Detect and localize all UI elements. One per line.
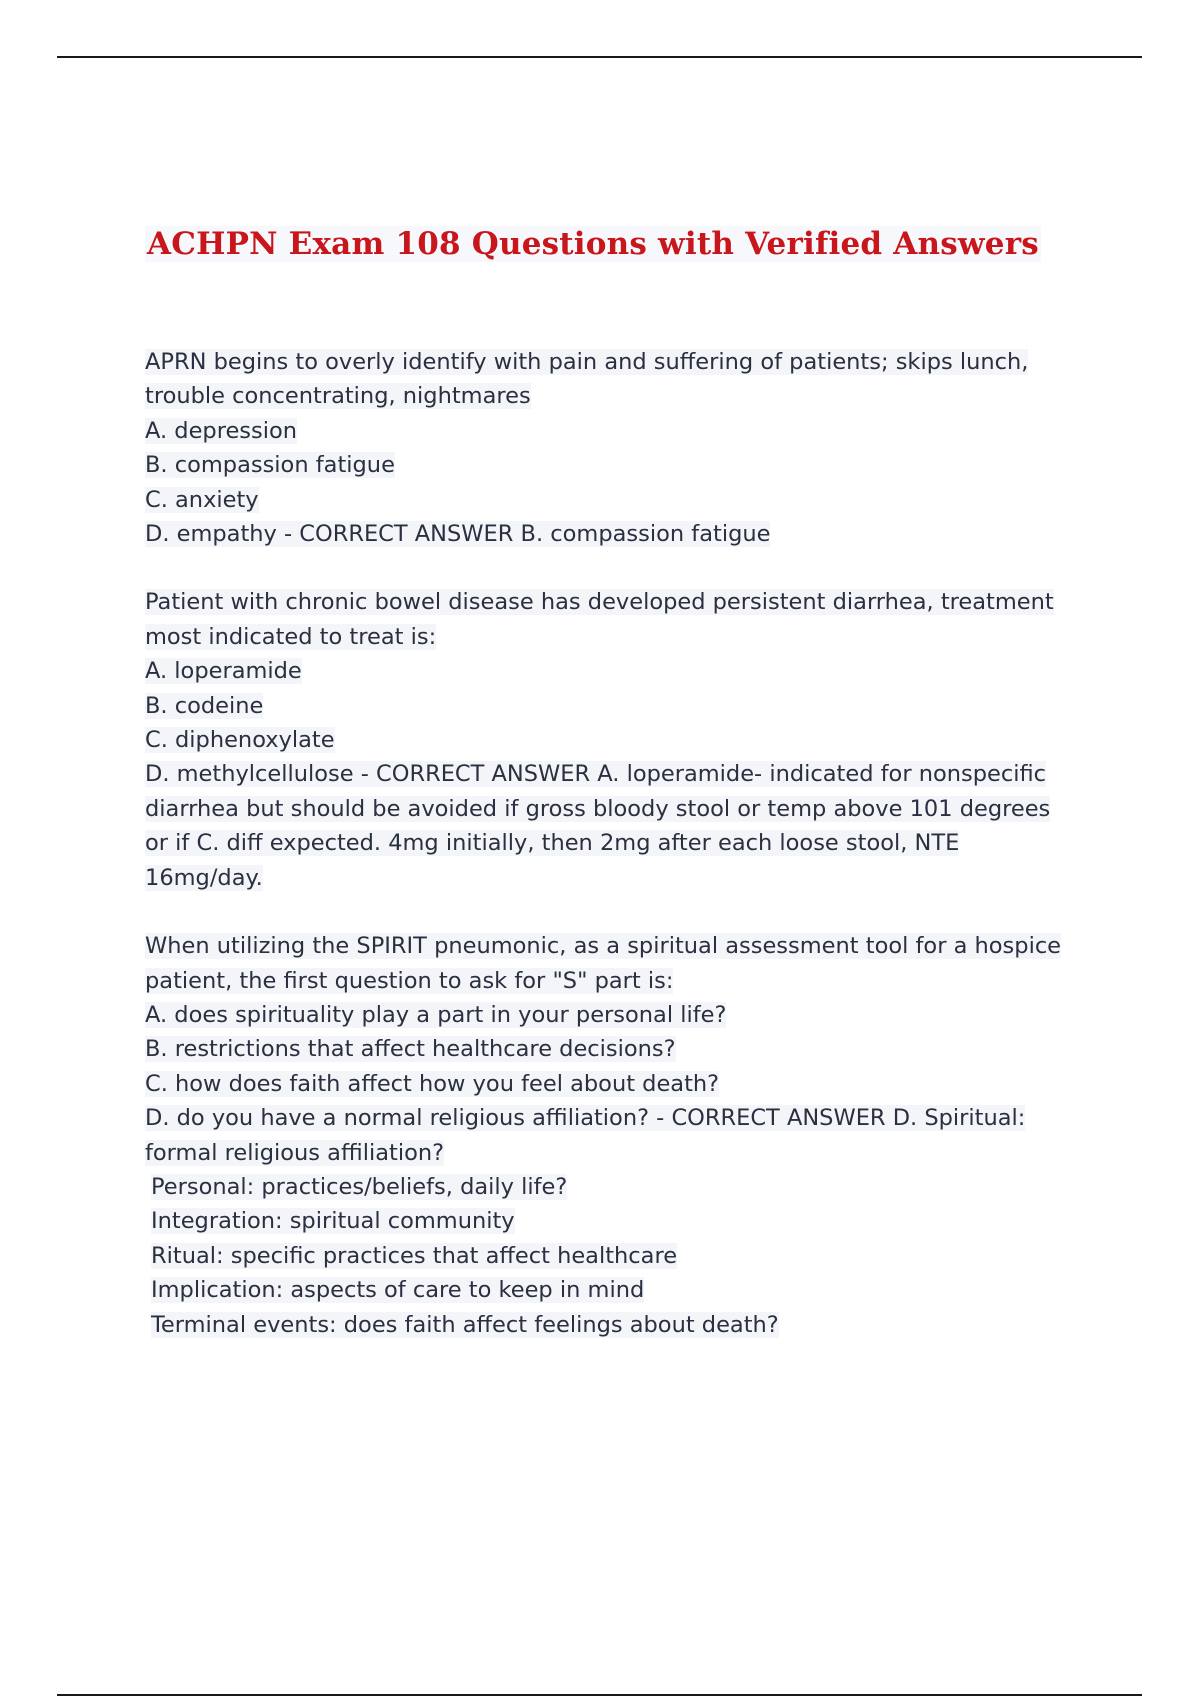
answer-option-with-correct-answer: D. methylcellulose - CORRECT ANSWER A. loperamide- indicated for nonspecific: [145, 761, 1047, 788]
answer-option: C. anxiety: [145, 486, 259, 513]
answer-explanation-line: Implication: aspects of care to keep in mind: [151, 1277, 645, 1304]
answer-option-with-correct-answer: D. empathy - CORRECT ANSWER B. compassion fatigue: [145, 521, 771, 548]
answer-option: C. diphenoxylate: [145, 727, 335, 754]
question-text-line: APRN begins to overly identify with pain and suffering of patients; skips lunch,: [145, 349, 1029, 375]
answer-option: C. how does faith affect how you feel about death?: [145, 1070, 720, 1097]
answer-explanation-line: diarrhea but should be avoided if gross bloody stool or temp above 101 degrees: [145, 795, 1051, 822]
answer-explanation-line: Integration: spiritual community: [151, 1208, 515, 1235]
answer-explanation-line: Personal: practices/beliefs, daily life?: [151, 1173, 568, 1200]
question-text-line: most indicated to treat is:: [145, 623, 437, 650]
answer-option: B. codeine: [145, 692, 264, 719]
question-text-line: Patient with chronic bowel disease has developed persistent diarrhea, treatment: [145, 589, 1054, 616]
question-block: [145, 345, 1085, 551]
document-title: ACHPN Exam 108 Questions with Verified Answers: [147, 226, 1039, 262]
header-rule: [57, 56, 1142, 58]
document-body: [145, 220, 1085, 1376]
answer-explanation-line: Ritual: specific practices that affect healthcare: [151, 1242, 678, 1269]
question-text-line: patient, the first question to ask for "S" part is:: [145, 967, 674, 994]
question-block: [145, 585, 1085, 895]
answer-option: A. depression: [145, 417, 298, 444]
footer-rule: [57, 1694, 1142, 1696]
answer-option: A. does spirituality play a part in your personal life?: [145, 1001, 727, 1028]
answer-option: B. compassion fatigue: [145, 452, 395, 479]
answer-explanation-line: 16mg/day.: [145, 864, 263, 891]
answer-option: B. restrictions that affect healthcare decisions?: [145, 1036, 676, 1063]
answer-explanation-line: formal religious affiliation?: [145, 1139, 445, 1166]
question-block: [145, 929, 1085, 1342]
question-text-line: trouble concentrating, nightmares: [145, 383, 531, 410]
answer-option: A. loperamide: [145, 658, 302, 685]
answer-explanation-line: Terminal events: does faith affect feelings about death?: [151, 1311, 779, 1338]
answer-option-with-correct-answer: D. do you have a normal religious affiliation? - CORRECT ANSWER D. Spiritual:: [145, 1105, 1026, 1132]
question-text-line: When utilizing the SPIRIT pneumonic, as a spiritual assessment tool for a hospice: [145, 933, 1062, 960]
answer-explanation-line: or if C. diff expected. 4mg initially, then 2mg after each loose stool, NTE: [145, 830, 960, 857]
